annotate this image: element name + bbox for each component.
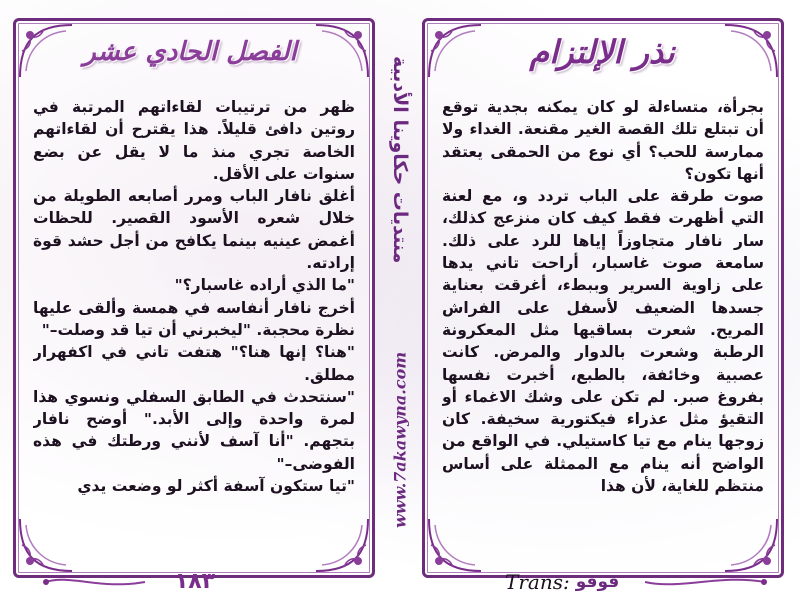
footer-flourish: [640, 572, 770, 592]
paragraph: بجرأة، متساءلة لو كان يمكنه بجدية توقع أن تبتلع تلك القصة الغير مقنعة. الغداء ولا ممارسة للحب؟ أي نوع من الحمقى يعتقد أنها تكون؟: [442, 98, 764, 183]
page-number: ١٨٣: [174, 569, 216, 594]
paragraph: "هنا؟ إنها هنا؟" هتفت تاني في اكفهرار مطلق.: [33, 343, 355, 384]
chapter-title: الفصل الحادي عشر: [83, 37, 297, 67]
translator-name: فوفو: [575, 572, 620, 592]
footer-flourish: [40, 572, 150, 592]
paragraph: أخرج نافار أنفاسه في همسة وألقى عليها نظرة محجبة. "ليخبرني أن تيا قد وصلت–": [33, 298, 355, 339]
translator-credit: [505, 568, 619, 596]
paragraph: أغلق نافار الباب ومرر أصابعه الطويلة من خلال شعره الأسود القصير. للحظات أغمض عينيه بينما يكافح من أجل حشد قوة إرادته.: [33, 187, 355, 273]
book-title: نذر الإلتزام: [529, 33, 675, 71]
paragraph: "تيا ستكون آسفة أكثر لو وضعت يدي: [77, 477, 355, 496]
right-page-text: [442, 96, 764, 542]
forum-name: منتديات حكاوينا الأدبية: [389, 56, 411, 264]
paragraph: "سنتحدث في الطابق السفلي ونسوي هذا لمرة واحدة وإلى الأبد." أوضح نافار بتجهم. "أنا آسف لأنني ورطتك في هذه الفوضى–": [33, 387, 355, 473]
paragraph: صوت طرقة على الباب تردد و، مع لعنة التي أظهرت فقط كيف كان منزعج كذلك، سار نافار متجاوزاً إياها للرد على ذلك. سامعة صوت غاسبار، أراحت تاني يدها على زاوية السرير وببطء، أغرقت بعناية جسدها الضعيف لأسفل على الفراش المريح. شعرت بساقيها مثل المعكرونة الرطبة وشعرت بالدوار والمرض. كانت عصبية وخائفة، بالطبع، أخبرت نفسها بفروغ صبر. لم تكن على وشك الاغماء أو التقيؤ مثل عذراء فيكتورية سخيفة. كان زوجها ينام مع تيا كاستيلي. في الواقع من الواضح أنه ينام مع الممثلة على أساس منتظم للغاية، لأن هذا: [442, 187, 764, 496]
paragraph: ظهر من ترتيبات لقاءاتهم المرتبة في روتين دافئ قليلاً. هذا يقترح أن لقاءاتهم الخاصة تجري منذ ما لا يقل عن بضع سنوات على الأقل.: [33, 98, 355, 183]
paragraph: "ما الذي أراده غاسبار؟": [174, 276, 355, 295]
website-url: www.7akawyna.com: [390, 351, 410, 529]
translator-label: Trans:: [505, 570, 570, 594]
left-page-text: [33, 96, 355, 542]
